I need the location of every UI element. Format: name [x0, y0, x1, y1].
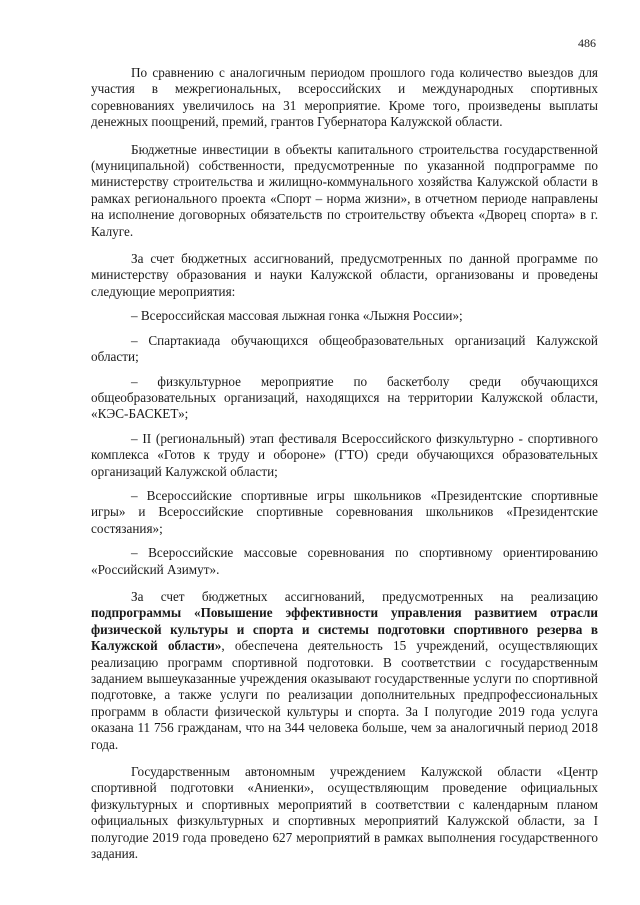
document-body: [91, 65, 598, 862]
subprogram-intro: За счет бюджетных ассигнований, предусмотренных на реализацию: [131, 588, 598, 604]
list-item: – II (региональный) этап фестиваля Всероссийского физкультурно - спортивного комплекса «Готов к труду и обороне» (ГТО) среди обучающихся образовательных организаций Калужской области;: [91, 430, 598, 479]
list-item: – Всероссийские массовые соревнования по спортивному ориентированию «Российский Азимут».: [91, 545, 598, 577]
paragraph-trips: По сравнению с аналогичным периодом прошлого года количество выездов для участия в межрегиональных, всероссийских и международных спортивных соревнованиях увеличилось на 31 мероприятие. Кроме того, произведены выплаты денежных поощрений, премий, грантов Губернатора Калужской области.: [91, 65, 598, 130]
paragraph-education-events: За счет бюджетных ассигнований, предусмотренных по данной программе по министерству образования и науки Калужской области, организованы и проведены следующие мероприятия:: [91, 251, 598, 299]
list-item: – физкультурное мероприятие по баскетболу среди обучающихся общеобразовательных организаций, находящихся на территории Калужской области, «КЭС-БАСКЕТ»;: [91, 373, 598, 422]
paragraph-subprogram: [91, 589, 598, 753]
page-number: 486: [578, 36, 596, 50]
paragraph-investments: Бюджетные инвестиции в объекты капитального строительства государственной (муниципальной) собственности, предусмотренные по указанной подпрограмме по министерству строительства и жилищно-коммунального хозяйства Калужской области в рамках регионального проекта «Спорт – норма жизни», в отчетном периоде направлены на исполнение договорных обязательств по строительству объекта «Дворец спорта» в г. Калуге.: [91, 141, 598, 239]
subprogram-details: , обеспечена деятельность 15 учреждений, осуществляющих реализацию программ спортивной подготовки. В соответствии с государственным заданием вышеуказанные учреждения оказывают государственные услуги по спортивной подготовке, а также услуги по реализации дополнительных предпрофессиональных программ в области физической культуры и спорта. За I полугодие 2019 года услуга оказана 11 756 гражданам, что на 344 человека больше, чем за аналогичный период 2018 года.: [91, 638, 598, 752]
subprogram-title: подпрограммы «Повышение эффективности управления развитием отрасли физической культуры и спорта и системы подготовки спортивного резерва в Калужской области»: [91, 605, 598, 654]
paragraph-anienki-center: Государственным автономным учреждением Калужской области «Центр спортивной подготовки «Аниенки», осуществляющим проведение официальных физкультурных и спортивных мероприятий в соответствии с календарным планом официальных физкультурных и спортивных мероприятий Калужской области, за I полугодие 2019 года проведено 627 мероприятий в рамках выполнения государственного задания.: [91, 764, 598, 862]
list-item: – Спартакиада обучающихся общеобразовательных организаций Калужской области;: [91, 332, 598, 365]
list-item: – Всероссийская массовая лыжная гонка «Лыжня России»;: [131, 308, 463, 324]
list-item: – Всероссийские спортивные игры школьников «Президентские спортивные игры» и Всероссийские спортивные соревнования школьников «Президентские состязания»;: [91, 487, 598, 536]
